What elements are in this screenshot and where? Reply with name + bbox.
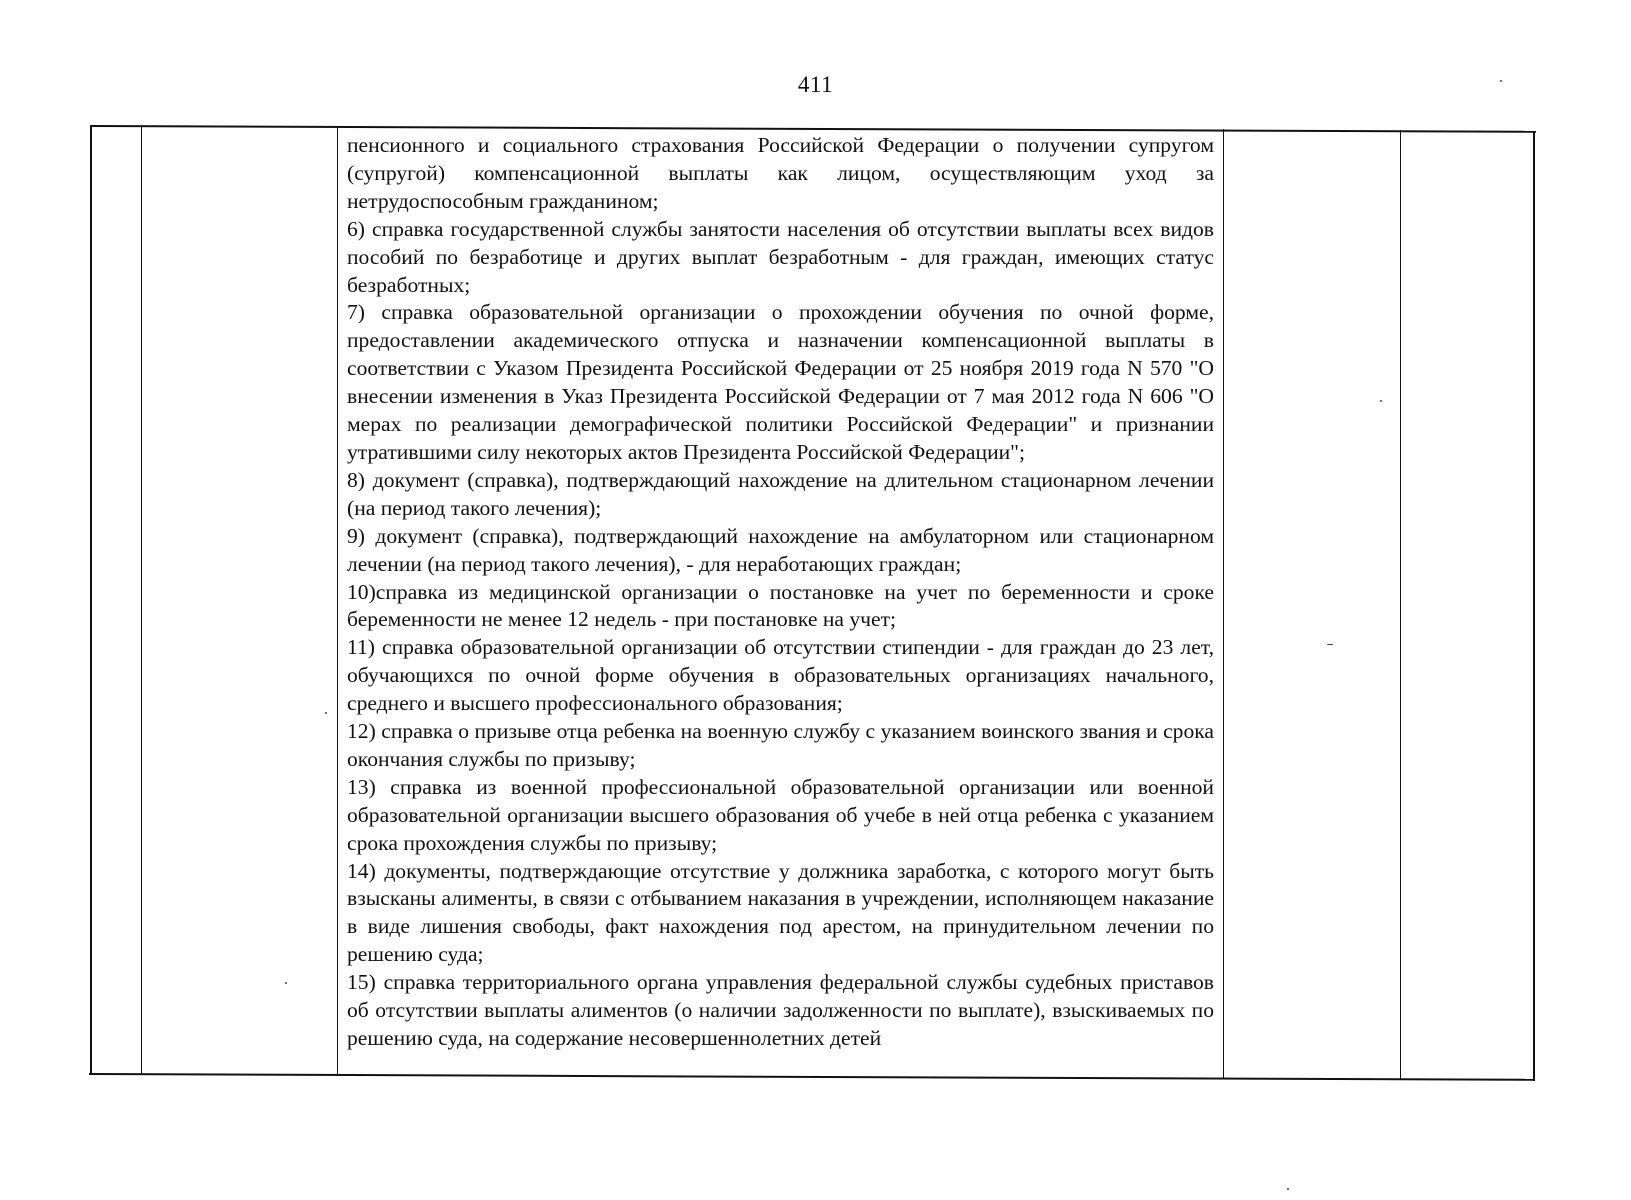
list-item: 11) справка образовательной организации об отсутствии стипендии - для граждан до 23 лет, обучающихся по очной форме обучения в образовательных организациях начального, среднего и высшего профессионального образования; (347, 635, 1214, 716)
list-item: 14) документы, подтверждающие отсутствие у должника заработка, с которого могут быть взысканы алименты, в связи с отбыванием наказания в учреждении, исполняющем наказание в виде лишения свободы, факт нахождения под арестом, на принудительном лечении по решению суда; (347, 858, 1214, 967)
scan-speck (1500, 80, 1502, 82)
list-item: 12) справка о призыве отца ребенка на военную службу с указанием воинского звания и срока окончания службы по призыву; (347, 719, 1214, 771)
list-item: 15) справка территориального органа управления федеральной службы судебных приставов об отсутствии выплаты алиментов (о наличии задолженности по выплате), взыскиваемых по решению суда, на содержание несовершеннолетних детей (347, 970, 1214, 1050)
column-divider-4 (1400, 130, 1401, 1080)
document-list-cell (347, 132, 1214, 1053)
scan-speck (285, 982, 287, 984)
table-bottom-border (89, 1073, 1535, 1081)
scan-speck (1287, 1188, 1289, 1190)
scan-speck (1327, 644, 1333, 645)
column-divider-3 (1223, 129, 1224, 1079)
table-right-border (1533, 131, 1535, 1081)
list-item: 8) документ (справка), подтверждающий нахождение на длительном стационарном лечении (на период такого лечения); (347, 467, 1214, 520)
table-left-border (90, 125, 92, 1075)
page-number: 411 (797, 72, 834, 97)
list-item: 7) справка образовательной организации о прохождении обучения по очной форме, предоставлении академического отпуска и назначении компенсационной выплаты в соответствии с Указом Президента Российской Федерации от 25 ноября 2019 года N 570 "О внесении изменения в Указ Президента Российской Федерации от 7 мая 2012 года N 606 "О мерах по реализации демографической политики Российской Федерации" и признании утратившими силу некоторых актов Президента Российской Федерации"; (347, 300, 1214, 464)
scan-speck (325, 712, 327, 714)
list-item: 13) справка из военной профессиональной образовательной организации или военной образовательной организации высшего образования об учебе в ней отца ребенка с указанием срока прохождения службы по призыву; (347, 774, 1214, 855)
column-divider-2 (337, 126, 338, 1076)
scan-speck (1380, 400, 1382, 402)
list-item: пенсионного и социального страхования Российской Федерации о получении супругом (супругой) компенсационной выплаты как лицом, осуществляющим уход за нетрудоспособным гражданином; (347, 133, 1214, 213)
column-divider-1 (141, 125, 142, 1075)
list-item: 10)справка из медицинской организации о постановке на учет по беременности и сроке беременности не менее 12 недель - при постановке на учет; (347, 579, 1214, 632)
list-item: 6) справка государственной службы занятости населения об отсутствии выплаты всех видов пособий по безработице и других выплат безработным - для граждан, имеющих статус безработных; (347, 216, 1214, 297)
list-item: 9) документ (справка), подтверждающий нахождение на амбулаторном или стационарном лечении (на период такого лечения), - для неработающих граждан; (347, 523, 1214, 576)
